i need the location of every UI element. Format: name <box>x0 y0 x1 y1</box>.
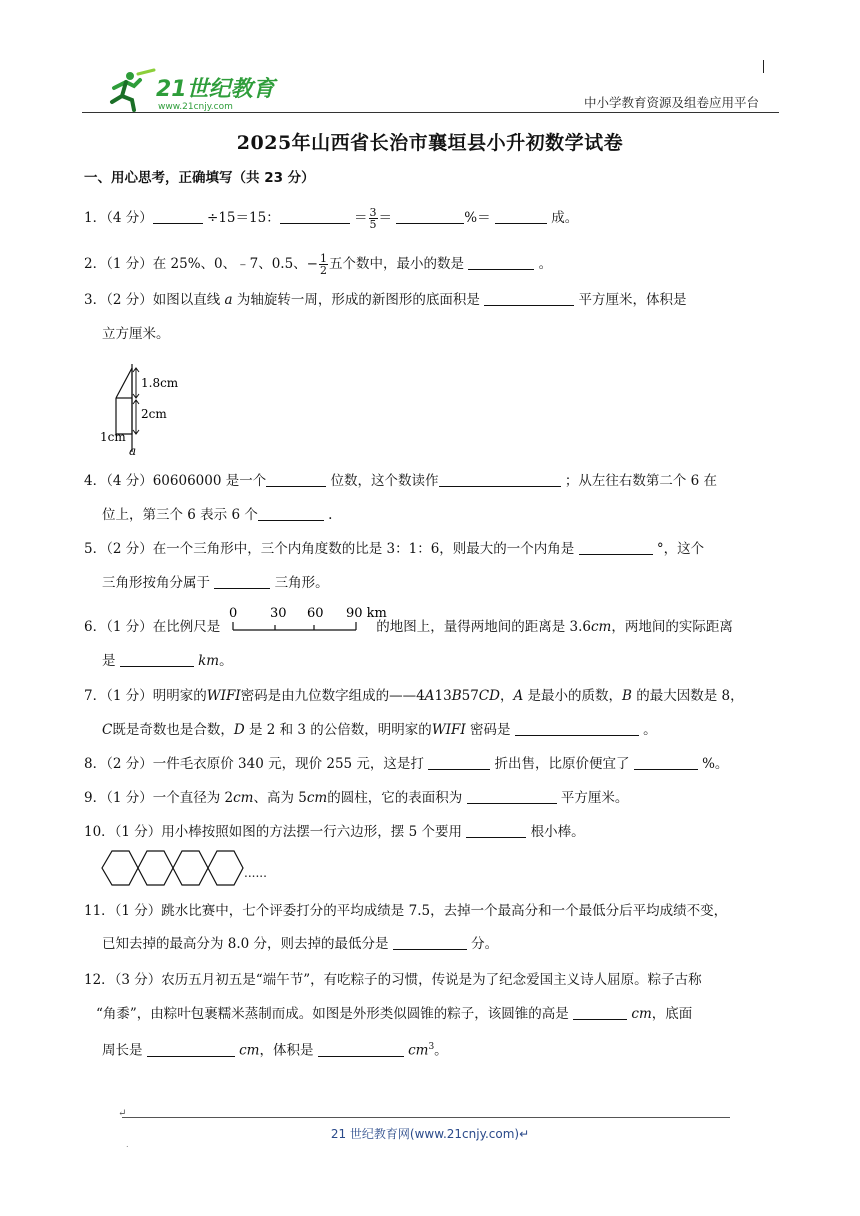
question-8: 8．（2 分）一件毛衣原价 340 元，现价 255 元，这是打 折出售，比原价便宜了 %。 <box>84 756 729 772</box>
section-heading: 一、用心思考，正确填写（共 23 分） <box>84 170 315 186</box>
logo-url: www.21cnjy.com <box>158 102 233 112</box>
question-4-line-2: 位上，第三个 6 表示 6 个 . <box>102 507 333 523</box>
scale-label-0: 0 <box>229 606 238 621</box>
logo-text: 21世纪教育 <box>156 77 275 102</box>
question-9: 9．（1 分）一个直径为 2cm、高为 5cm的圆柱，它的表面积为 平方厘米。 <box>84 790 629 806</box>
scale-label-60: 60 <box>307 606 324 621</box>
question-7: 7．（1 分）明明家的WIFI密码是由九位数字组成的——4A13B57CD，A 是最小的质数，B 的最大因数是 8， <box>84 688 744 704</box>
fraction-1-2: $\frac{1}{2}$ <box>319 252 327 277</box>
scale-label-90km: 90 km <box>346 606 387 621</box>
question-11: 11．（1 分）跳水比赛中，七个评委打分的平均成绩是 7.5，去掉一个最高分和一个最低分后平均成绩不变， <box>84 903 728 919</box>
runner-icon <box>112 70 154 110</box>
question-7-line-2: C既是奇数也是合数，D 是 2 和 3 的公倍数，明明家的WIFI 密码是 。 <box>102 722 657 738</box>
footer-return-mark: ↵ <box>118 1108 127 1119</box>
figure-axis-label: a <box>129 444 137 458</box>
scale-bar <box>230 604 390 638</box>
figure-label-1-8cm: 1.8cm <box>141 376 179 390</box>
scale-label-30: 30 <box>270 606 287 621</box>
page-title: 2025年山西省长治市襄垣县小升初数学试卷 <box>236 132 624 154</box>
question-6-line-2: 是 km。 <box>102 653 233 669</box>
question-4: 4．（4 分）60606000 是一个 位数，这个数读作 ；从左往右数第二个 6 在 <box>84 473 717 489</box>
question-6: 6．（1 分）在比例尺是 的地图上，量得两地间的距离是 3.6cm，两地间的实际距离 <box>84 619 733 635</box>
rotation-figure <box>98 362 198 458</box>
header-divider <box>82 112 779 113</box>
question-5-line-2: 三角形按角分属于 三角形。 <box>102 575 329 591</box>
hexagon-continuation-dots: ...... <box>244 866 267 880</box>
site-logo <box>104 66 279 114</box>
question-3: 3．（2 分）如图以直线 a 为轴旋转一周，形成的新图形的底面积是 平方厘米，体积是 <box>84 292 687 308</box>
figure-label-1cm: 1cm <box>100 430 126 444</box>
question-12-line-2: “角黍”，由粽叶包裹糯米蒸制而成。如图是外形类似圆锥的粽子，该圆锥的高是 cm，底面 <box>96 1006 693 1022</box>
figure-label-2cm: 2cm <box>141 407 167 421</box>
footer-site-text: 21 世纪教育网(www.21cnjy.com)↵ <box>330 1127 530 1141</box>
question-10: 10．（1 分）用小棒按照如图的方法摆一行六边形，摆 5 个要用 根小棒。 <box>84 824 585 840</box>
question-12-line-3: 周长是 cm，体积是 $cm^3$。 <box>102 1042 448 1059</box>
header-platform-text: 中小学教育资源及组卷应用平台 <box>584 95 760 110</box>
question-1: 1．（4 分） ÷15＝15： ＝ $\frac{3}{5}$ ＝ %＝ 成。 <box>84 206 579 231</box>
footer-dot-mark: . <box>126 1140 129 1149</box>
question-12: 12．（3 分）农历五月初五是“端午节”，有吃粽子的习惯，传说是为了纪念爱国主义诗人屈原。粽子古称 <box>84 972 702 988</box>
question-2: 2．（1 分）在 25%、0、﹣7、0.5、− $\frac{1}{2}$ 五个数中，最小的数是 。 <box>84 252 553 277</box>
question-3-line-2: 立方厘米。 <box>102 326 170 342</box>
fraction-3-5: $\frac{3}{5}$ <box>369 206 377 231</box>
corner-mark <box>763 60 764 73</box>
question-5: 5．（2 分）在一个三角形中，三个内角度数的比是 3：1：6，则最大的一个内角是 °，这个 <box>84 541 705 557</box>
footer-divider <box>122 1117 730 1118</box>
question-11-line-2: 已知去掉的最高分为 8.0 分，则去掉的最低分是 分。 <box>102 936 499 952</box>
